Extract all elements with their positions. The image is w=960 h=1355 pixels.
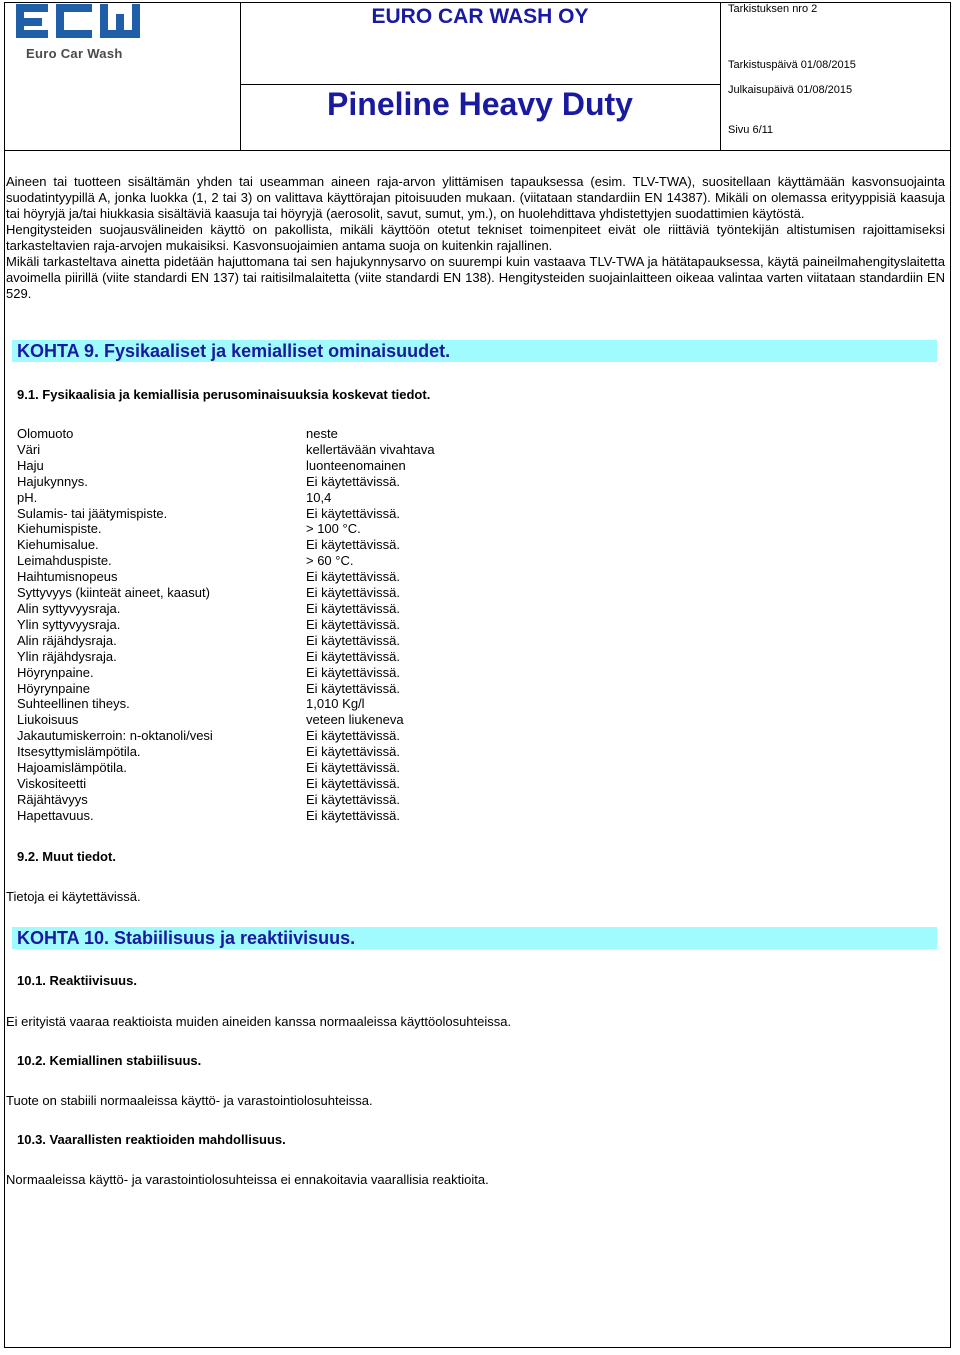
property-label: Kiehumispiste.	[17, 521, 102, 537]
property-row	[17, 633, 435, 649]
property-row	[17, 569, 435, 585]
revision-number: Tarkistuksen nro 2	[728, 3, 818, 15]
property-row	[17, 553, 435, 569]
property-row	[17, 808, 435, 824]
property-row	[17, 617, 435, 633]
section-9-2-heading: 9.2. Muut tiedot.	[17, 849, 116, 864]
property-label: Liukoisuus	[17, 712, 79, 728]
property-value: Ei käytettävissä.	[306, 760, 400, 776]
intro-paragraph-3: Mikäli tarkasteltava ainetta pidetään hajuttomana tai sen hajukynnysarvo on suurempi kuin vastaava TLV-TWA ja hätätapauksessa, käytä paineilmahengityslaitetta avoimella piirillä (viite standardi EN 137) tai raitisilmalaitetta (viite standardi EN 138). Hengitysteiden suojainlaitteen oikeaa valintaa varten viitataan standardiin EN 529.	[6, 254, 945, 301]
property-value: Ei käytettävissä.	[306, 648, 400, 664]
property-row	[17, 585, 435, 601]
property-value: Ei käytettävissä.	[306, 505, 400, 521]
property-value: Ei käytettävissä.	[306, 775, 400, 791]
property-value: veteen liukeneva	[306, 712, 404, 728]
section-9-2-text: Tietoja ei käytettävissä.	[6, 889, 141, 904]
properties-table	[17, 426, 435, 824]
property-value: Ei käytettävissä.	[306, 807, 400, 823]
property-label: Ylin syttyvyysraja.	[17, 616, 121, 632]
section-10-1-heading: 10.1. Reaktiivisuus.	[17, 973, 137, 988]
revision-date: Tarkistuspäivä 01/08/2015	[728, 59, 856, 71]
intro-paragraph-1: Aineen tai tuotteen sisältämän yhden tai useamman aineen raja-arvon ylittämisen tapauksessa (esim. TLV-TWA), suositellaan käyttämään kasvonsuojainta suodatintyypillä A, jonka luokka (1, 2 tai 3) on valittava käyttörajan pitoisuuden mukaan. (viitataan standardiin EN 14387). Mikäli on olemassa erityyppisiä kaasuja tai höyryjä ja/tai hiukkasia sisältäviä kaasuja tai höyryjä (aerosolit, savut, sumut, ym.), on huolehdittava yhdistettyjen suodattimien käytöstä.	[6, 174, 945, 221]
section-10-3-text: Normaaleissa käyttö- ja varastointiolosuhteissa ei ennakoitavia vaarallisia reaktioita.	[6, 1172, 489, 1187]
property-label: Räjähtävyys	[17, 791, 88, 807]
property-value: > 60 °C.	[306, 553, 354, 569]
property-value: Ei käytettävissä.	[306, 585, 400, 601]
property-row	[17, 760, 435, 776]
section-10-3-heading: 10.3. Vaarallisten reaktioiden mahdollisuus.	[17, 1132, 286, 1147]
section-10-2-text: Tuote on stabiili normaaleissa käyttö- ja varastointiolosuhteissa.	[6, 1093, 373, 1108]
property-row	[17, 792, 435, 808]
header-divider-right	[720, 2, 721, 150]
logo-text: Euro Car Wash	[26, 46, 123, 61]
property-row	[17, 776, 435, 792]
property-row	[17, 490, 435, 506]
company-logo	[12, 2, 150, 66]
property-value: Ei käytettävissä.	[306, 744, 400, 760]
section-10-2-heading: 10.2. Kemiallinen stabiilisuus.	[17, 1053, 202, 1068]
property-row	[17, 442, 435, 458]
property-label: Väri	[17, 441, 41, 457]
property-row	[17, 649, 435, 665]
property-value: Ei käytettävissä.	[306, 616, 400, 632]
property-value: 10,4	[306, 489, 332, 505]
intro-paragraph-2: Hengitysteiden suojausvälineiden käyttö on pakollista, mikäli käyttöön otetut tekniset toimenpiteet eivät ole riittäviä työntekijän altistumisen rajoittamiseksi tarkasteltavien raja-arvojen mukaisiksi. Kasvonsuojaimien antama suoja on kuitenkin rajallinen.	[6, 222, 945, 253]
property-label: Hapettavuus.	[17, 807, 94, 823]
property-label: Syttyvyys (kiinteät aineet, kaasut)	[17, 585, 210, 601]
property-row	[17, 696, 435, 712]
property-row	[17, 521, 435, 537]
property-label: Alin syttyvyysraja.	[17, 600, 121, 616]
property-label: Hajoamislämpötila.	[17, 760, 127, 776]
property-label: Viskositeetti	[17, 775, 87, 791]
property-label: Ylin räjähdysraja.	[17, 648, 117, 664]
property-row	[17, 506, 435, 522]
property-label: Jakautumiskerroin: n-oktanoli/vesi	[17, 728, 213, 744]
property-value: Ei käytettävissä.	[306, 680, 400, 696]
property-row	[17, 744, 435, 760]
property-label: Kiehumisalue.	[17, 537, 99, 553]
property-value: luonteenomainen	[306, 457, 406, 473]
property-label: Haihtumisnopeus	[17, 569, 118, 585]
property-value: Ei käytettävissä.	[306, 632, 400, 648]
property-row	[17, 474, 435, 490]
section-10-title: KOHTA 10. Stabiilisuus ja reaktiivisuus.	[12, 927, 937, 949]
section-9-1-heading: 9.1. Fysikaalisia ja kemiallisia perusominaisuuksia koskevat tiedot.	[17, 387, 431, 402]
property-value: 1,010 Kg/l	[306, 696, 365, 712]
property-label: Itsesyttymislämpötila.	[17, 744, 141, 760]
intro-text	[6, 174, 945, 302]
header-divider-middle	[240, 84, 720, 85]
property-label: Höyrynpaine.	[17, 664, 94, 680]
product-name: Pineline Heavy Duty	[327, 86, 633, 122]
section-9-title: KOHTA 9. Fysikaaliset ja kemialliset ominaisuudet.	[12, 340, 937, 362]
property-label: Sulamis- tai jäätymispiste.	[17, 505, 168, 521]
property-value: Ei käytettävissä.	[306, 473, 400, 489]
property-value: > 100 °C.	[306, 521, 361, 537]
company-name: EURO CAR WASH OY	[371, 5, 589, 28]
property-row	[17, 458, 435, 474]
section-10-1-text: Ei erityistä vaaraa reaktioista muiden aineiden kanssa normaaleissa käyttöolosuhteissa.	[6, 1014, 512, 1029]
property-label: Suhteellinen tiheys.	[17, 696, 130, 712]
property-row	[17, 426, 435, 442]
property-label: Haju	[17, 457, 44, 473]
property-label: Alin räjähdysraja.	[17, 632, 117, 648]
property-value: neste	[306, 426, 338, 441]
property-label: Leimahduspiste.	[17, 553, 112, 569]
property-value: Ei käytettävissä.	[306, 791, 400, 807]
page-number: Sivu 6/11	[728, 124, 774, 136]
release-date: Julkaisupäivä 01/08/2015	[728, 84, 853, 96]
property-row	[17, 537, 435, 553]
property-value: Ei käytettävissä.	[306, 569, 400, 585]
property-row	[17, 681, 435, 697]
property-value: Ei käytettävissä.	[306, 537, 400, 553]
property-row	[17, 601, 435, 617]
property-value: Ei käytettävissä.	[306, 728, 400, 744]
property-value: Ei käytettävissä.	[306, 664, 400, 680]
property-value: kellertävään vivahtava	[306, 441, 435, 457]
property-row	[17, 728, 435, 744]
property-label: pH.	[17, 489, 38, 505]
property-row	[17, 712, 435, 728]
property-label: Höyrynpaine	[17, 680, 90, 696]
property-label: Olomuoto	[17, 426, 74, 441]
property-value: Ei käytettävissä.	[306, 600, 400, 616]
property-label: Hajukynnys.	[17, 473, 88, 489]
property-row	[17, 665, 435, 681]
header-bottom-line	[4, 150, 951, 151]
